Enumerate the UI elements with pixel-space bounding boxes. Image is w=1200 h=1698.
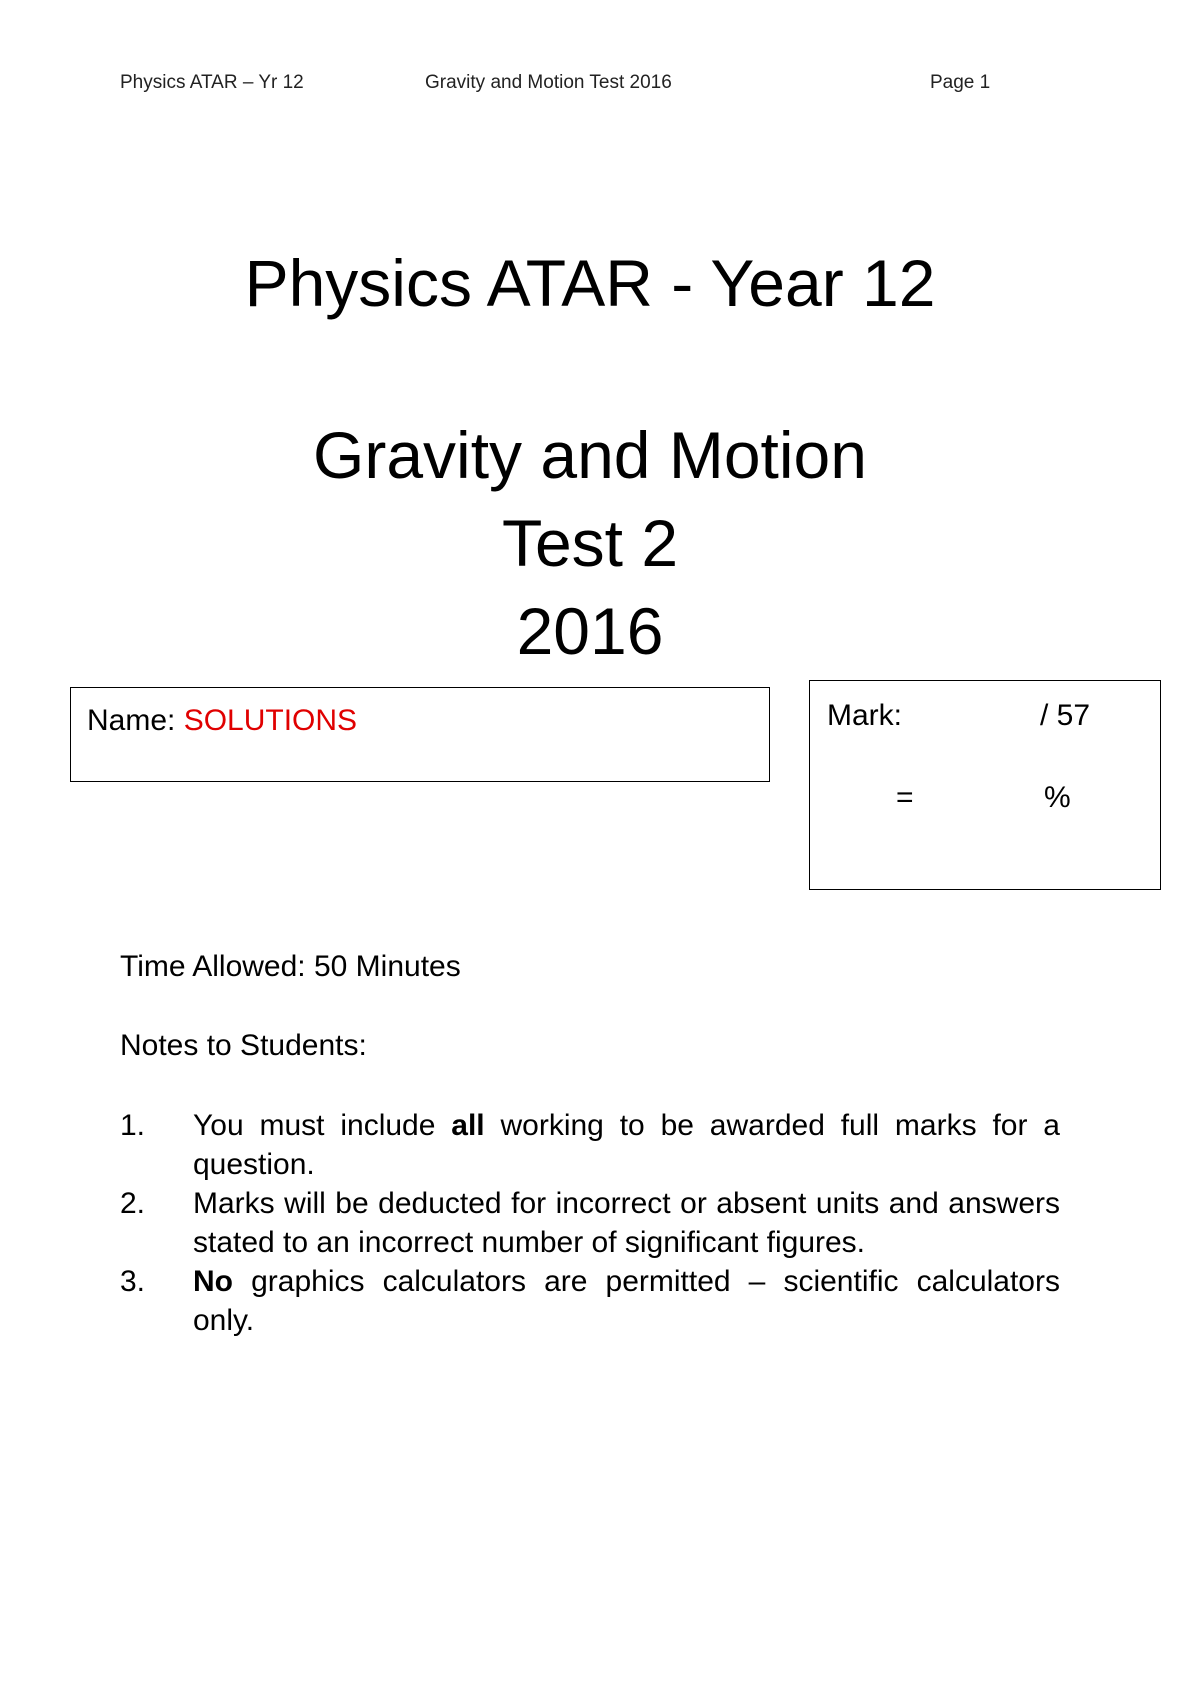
name-label: Name: bbox=[87, 704, 184, 737]
note-text bbox=[193, 1106, 1060, 1184]
note-item-3 bbox=[120, 1262, 1060, 1340]
note-text-part: Marks will be deducted for incorrect or absent units and answers stated to an incorrect number of significant figures. bbox=[193, 1187, 1060, 1259]
note-text-part: working to be awarded full marks for a question. bbox=[193, 1109, 1060, 1181]
note-item-1 bbox=[120, 1106, 1060, 1184]
title-test-number: Test 2 bbox=[501, 506, 679, 580]
mark-label: Mark: bbox=[827, 699, 902, 732]
note-number: 2. bbox=[120, 1187, 146, 1220]
note-text-part: graphics calculators are permitted – scientific calculators only. bbox=[193, 1265, 1060, 1337]
title-course: Physics ATAR - Year 12 bbox=[244, 246, 936, 320]
name-box bbox=[70, 687, 770, 782]
time-allowed: Time Allowed: 50 Minutes bbox=[120, 950, 461, 983]
note-text bbox=[193, 1184, 1060, 1262]
header-test-title: Gravity and Motion Test 2016 bbox=[425, 72, 672, 93]
note-emphasis: No bbox=[193, 1265, 233, 1298]
note-item-2 bbox=[120, 1184, 1060, 1262]
header-course: Physics ATAR – Yr 12 bbox=[120, 72, 304, 93]
mark-percent-sign: % bbox=[1044, 781, 1071, 814]
title-topic: Gravity and Motion bbox=[313, 418, 867, 492]
notes-list bbox=[120, 1106, 1060, 1340]
mark-box bbox=[809, 680, 1161, 890]
note-number: 1. bbox=[120, 1109, 146, 1142]
note-text-part: You must include bbox=[193, 1109, 452, 1142]
name-value: SOLUTIONS bbox=[183, 704, 358, 737]
note-number: 3. bbox=[120, 1265, 146, 1298]
note-emphasis: all bbox=[451, 1109, 485, 1142]
mark-equals-sign: = bbox=[896, 781, 914, 814]
mark-total: / 57 bbox=[1040, 699, 1091, 732]
title-year: 2016 bbox=[516, 594, 664, 668]
notes-heading: Notes to Students: bbox=[120, 1029, 367, 1062]
header-page-number: Page 1 bbox=[930, 72, 991, 93]
name-line bbox=[87, 704, 357, 738]
note-text bbox=[193, 1262, 1060, 1340]
